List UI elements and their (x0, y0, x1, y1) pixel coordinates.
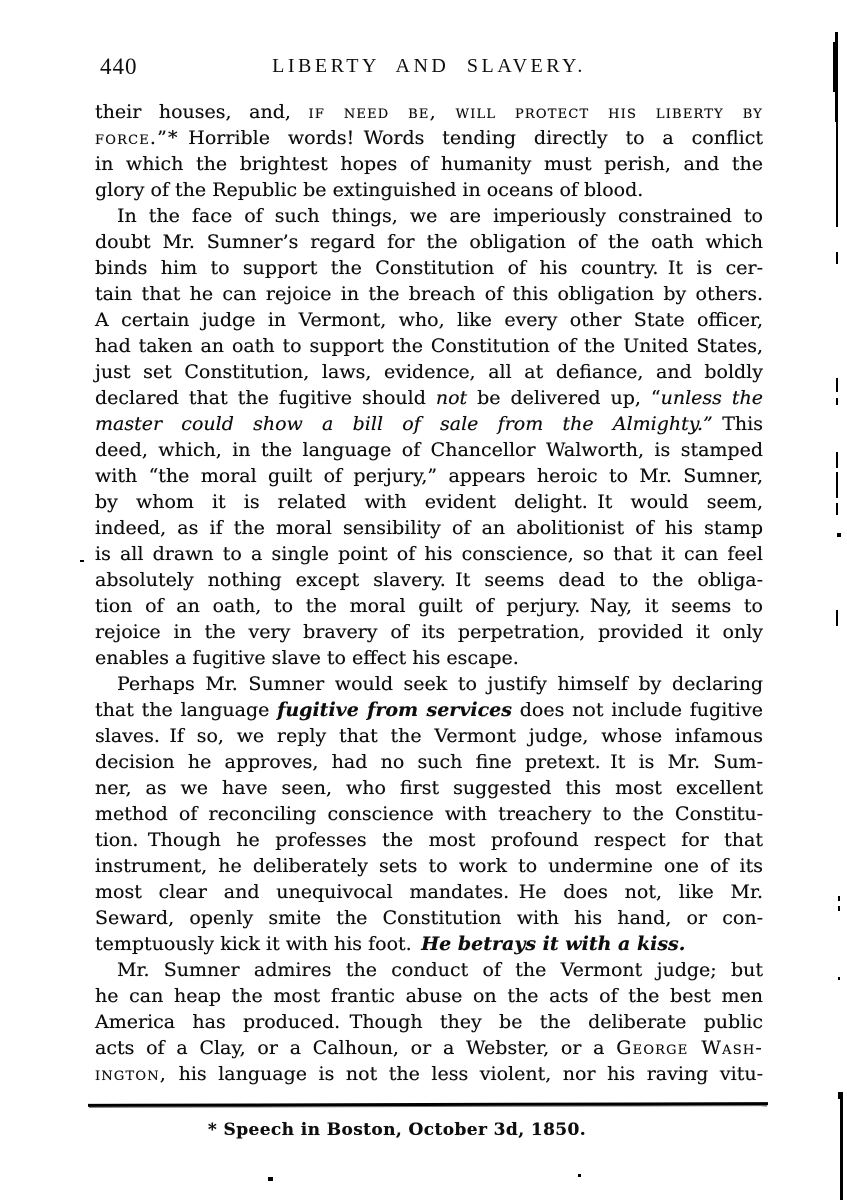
text-line: deed, which, in the language of Chancellor Walworth, is stamped (95, 439, 763, 461)
text-line: had taken an oath to support the Constitution of the United States, (95, 335, 763, 357)
text-line: with “the moral guilt of perjury,” appears heroic to Mr. Sumner, (95, 465, 763, 487)
text-line: Perhaps Mr. Sumner would seek to justify himself by declaring (117, 673, 763, 695)
text-line: temptuously kick it with his foot. He betrays it with a kiss. (95, 933, 686, 955)
footnote-rule (88, 1102, 768, 1107)
text-line: master could show a bill of sale from the Almighty.” This (95, 413, 763, 435)
text-line: glory of the Republic be extinguished in oceans of blood. (95, 179, 644, 201)
scan-artifact (836, 378, 838, 392)
text-line: In the face of such things, we are imperiously constrained to (117, 205, 763, 227)
text-line: America has produced. Though they be the deliberate public (95, 1011, 763, 1033)
scan-artifact (837, 533, 841, 537)
running-title: LIBERTY AND SLAVERY. (272, 55, 586, 77)
text-line: instrument, he deliberately sets to work to undermine one of its (95, 855, 763, 877)
text-line: ington, his language is not the less violent, nor his raving vitu- (95, 1063, 763, 1085)
scan-artifact (838, 906, 840, 911)
text-line: declared that the fugitive should not be delivered up, “unless the (95, 387, 764, 409)
text-line: rejoice in the very bravery of its perpetration, provided it only (95, 621, 763, 643)
scan-artifact (838, 977, 840, 980)
text-line: absolutely nothing except slavery. It seems dead to the obliga- (95, 569, 763, 591)
text-line: indeed, as if the moral sensibility of an abolitionist of his stamp (95, 517, 763, 539)
text-line: slaves. If so, we reply that the Vermont judge, whose infamous (95, 725, 763, 747)
footnote-text: * Speech in Boston, October 3d, 1850. (207, 1120, 587, 1140)
text-line: tion. Though he professes the most profound respect for that (95, 829, 763, 851)
scan-artifact (836, 503, 838, 515)
text-line: Seward, openly smite the Constitution with his hand, or con- (95, 907, 763, 929)
text-line: that the language fugitive from services does not include fugitive (95, 699, 763, 721)
page-number: 440 (100, 54, 138, 79)
text-line: just set Constitution, laws, evidence, all at defiance, and boldly (95, 361, 763, 383)
text-line: Mr. Sumner admires the conduct of the Vermont judge; but (117, 959, 763, 981)
text-line: their houses, and, if need be, will protect his liberty by (95, 101, 764, 123)
text-line: is all drawn to a single point of his conscience, so that it can feel (95, 543, 763, 565)
text-line: decision he approves, had no such fine pretext. It is Mr. Sum- (95, 751, 763, 773)
scan-artifact (578, 1174, 581, 1177)
text-line: most clear and unequivocal mandates. He does not, like Mr. (95, 881, 763, 903)
scan-artifact (838, 896, 840, 901)
scan-artifact (836, 398, 838, 405)
scan-artifact (836, 472, 838, 498)
page-body (95, 99, 763, 1087)
scan-artifact (268, 1177, 273, 1181)
scan-artifact (80, 560, 84, 562)
scan-artifact (836, 610, 838, 626)
text-line: enables a fugitive slave to effect his escape. (95, 647, 519, 669)
text-line: A certain judge in Vermont, who, like every other State officer, (95, 309, 763, 331)
text-line: in which the brightest hopes of humanity must perish, and the (95, 153, 763, 175)
text-line: force.”* Horrible words! Words tending directly to a conflict (95, 127, 763, 149)
text-line: he can heap the most frantic abuse on the acts of the best men (95, 985, 763, 1007)
text-line: binds him to support the Constitution of his country. It is cer- (95, 257, 763, 279)
scan-artifact (836, 252, 838, 264)
text-line: by whom it is related with evident delight. It would seem, (95, 491, 763, 513)
text-line: ner, as we have seen, who first suggested this most excellent (95, 777, 763, 799)
text-line: tain that he can rejoice in the breach of this obligation by others. (95, 283, 763, 305)
scan-artifact (836, 452, 838, 468)
text-line: tion of an oath, to the moral guilt of perjury. Nay, it seems to (95, 595, 763, 617)
text-line: acts of a Clay, or a Calhoun, or a Webster, or a George Wash- (95, 1037, 763, 1059)
scan-artifact (833, 42, 838, 92)
text-line: method of reconciling conscience with treachery to the Constitu- (95, 803, 763, 825)
text-line: doubt Mr. Sumner’s regard for the obligation of the oath which (95, 231, 763, 253)
scan-artifact (836, 122, 838, 227)
scan-artifact (840, 1098, 843, 1200)
